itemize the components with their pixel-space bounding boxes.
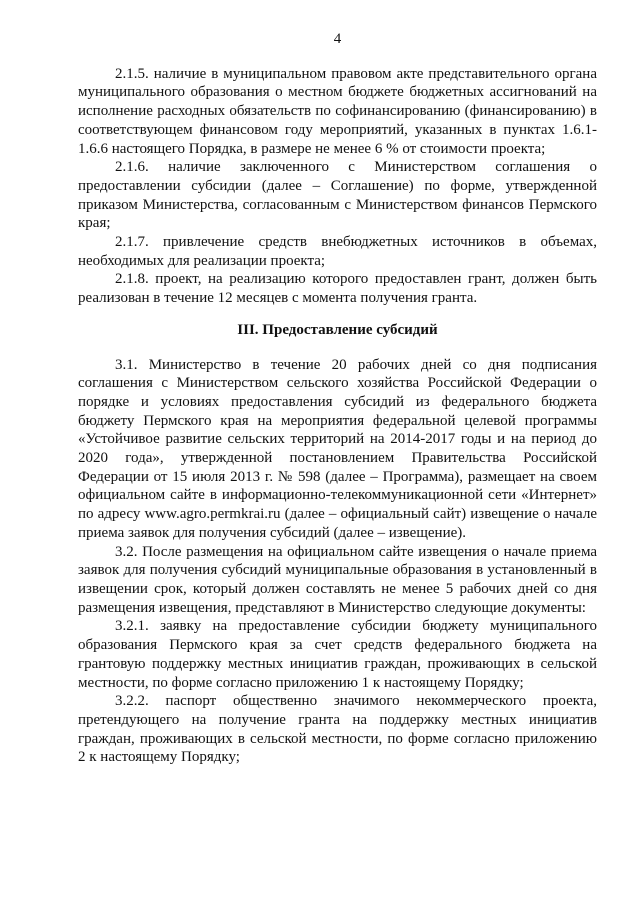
paragraph-2-1-7: 2.1.7. привлечение средств внебюджетных источников в объемах, необходимых для реализации проекта; bbox=[78, 234, 597, 269]
paragraph-2-1-8: 2.1.8. проект, на реализацию которого предоставлен грант, должен быть реализован в течение 12 месяцев с момента получения гранта. bbox=[78, 271, 597, 307]
paragraph-2-1-5: 2.1.5. наличие в муниципальном правовом акте представительного органа муниципального образования о местном бюджете бюджетных ассигнований на исполнение расходных обязательств по софинансированию (финансированию) в соответствующем финансовом году мероприятий, указанных в пунктах 1.6.1-1.6.6 настоящего Порядка, в размере не менее 6 % от стоимости проекта; bbox=[78, 65, 597, 157]
paragraph-3-2-1: 3.2.1. заявку на предоставление субсидии бюджету муниципального образования Пермского края за счет средств федерального бюджета на грантовую поддержку местных инициатив граждан, проживающих в сельской местности, по форме согласно приложению 1 к настоящему Порядку; bbox=[78, 618, 597, 691]
paragraph-3-2-2: 3.2.2. паспорт общественно значимого некоммерческого проекта, претендующего на получение гранта на поддержку местных инициатив граждан, проживающих в сельской местности, по форме согласно приложению 2 к настоящему Порядку; bbox=[78, 693, 597, 766]
page-number: 4 bbox=[333, 31, 342, 47]
paragraph-3-1: 3.1. Министерство в течение 20 рабочих дней со дня подписания соглашения с Министерством сельского хозяйства Российской Федерации о порядке и условиях предоставления субсидий из федерального бюджета бюджету Пермского края на мероприятия федеральной целевой программы «Устойчивое развитие сельских территорий на 2014-2017 годы и на период до 2020 года», утвержденной постановлением Правительства Российской Федерации от 15 июля 2013 г. № 598 (далее – Программа), размещает на своем официальном сайте в информационно-телекоммуникационной сети «Интернет» по адресу www.agro.permkrai.ru (далее – официальный сайт) извещение о начале приема заявок для получения субсидий (далее – извещение). bbox=[78, 356, 597, 541]
section-title: III. Предоставление субсидий bbox=[237, 321, 438, 338]
paragraph-2-1-6: 2.1.6. наличие заключенного с Министерством соглашения о предоставлении субсидии (далее – Соглашение) по форме, утвержденной приказом Министерства, согласованным с Министерством финансов Пермского края; bbox=[78, 159, 597, 232]
paragraph-3-2: 3.2. После размещения на официальном сайте извещения о начале приема заявок для получения субсидий муниципальные образования в установленный в извещении срок, который должен составлять не менее 5 рабочих дней со дня размещения извещения, представляют в Министерство следующие документы: bbox=[78, 543, 597, 616]
